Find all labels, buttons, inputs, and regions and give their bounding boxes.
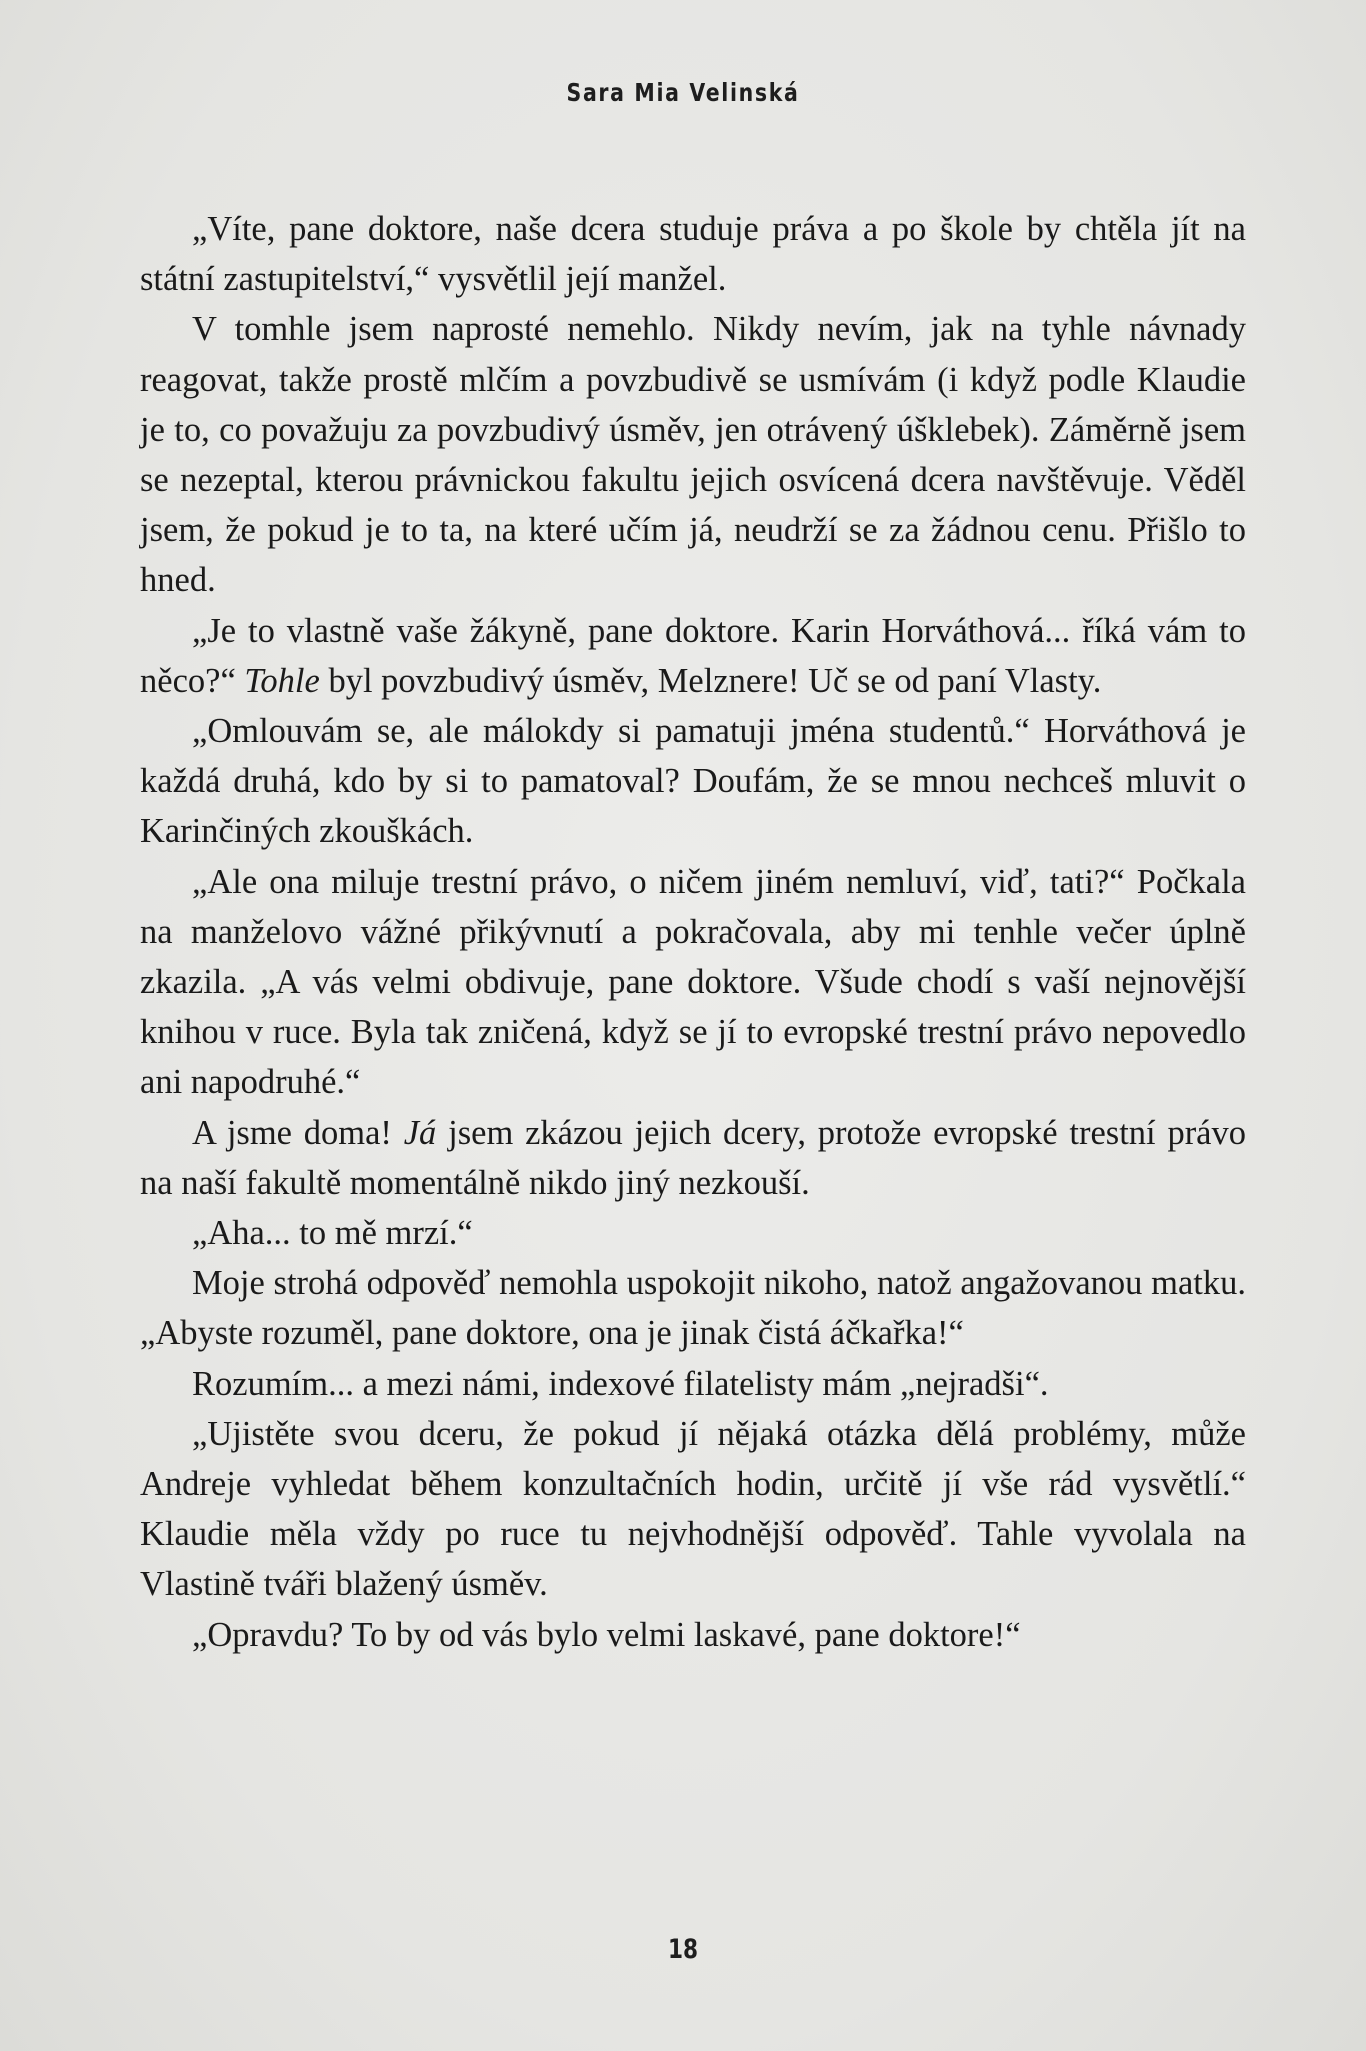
paragraph — [140, 606, 1246, 706]
text-run: Moje strohá odpověď nemohla uspokojit nikoho, natož angažovanou matku. „Abyste rozuměl, pane doktore, ona je jinak čistá áčkařka!“ — [140, 1264, 1246, 1353]
italic-text-run: Tohle — [244, 661, 320, 700]
paragraph — [140, 204, 1246, 304]
paragraph — [140, 1208, 1246, 1258]
text-run: „Je to vlastně vaše žákyně, pane doktore. Karin Horváthová... říká vám to něco?“ — [140, 611, 1246, 700]
body-text — [140, 204, 1246, 1660]
text-run: „Ale ona miluje trestní právo, o ničem jiném nemluví, viď, tati?“ Počkala na manželovo vážné přikývnutí a pokračovala, aby mi tenhle večer úplně zkazila. „A vás velmi obdivuje, pane doktore. Všude chodí s vaší nejnovější knihou v ruce. Byla tak zničená, když se jí to evropské trestní právo nepovedlo ani napodruhé.“ — [140, 862, 1246, 1102]
text-run: „Opravdu? To by od vás bylo velmi laskavé, pane doktore!“ — [192, 1615, 1021, 1654]
page-number: 18 — [667, 1934, 699, 1965]
running-head-author: Sara Mia Velinská — [566, 78, 800, 107]
text-run: byl povzbudivý úsměv, Melznere! Uč se od paní Vlasty. — [319, 661, 1102, 700]
text-run: jsem zkázou jejich dcery, protože evropské trestní právo na naší fakultě momentálně nikdo jiný nezkouší. — [140, 1113, 1246, 1202]
text-run: A jsme doma! — [192, 1113, 404, 1152]
paragraph — [140, 1409, 1246, 1610]
paragraph — [140, 304, 1246, 605]
text-run: „Ujistěte svou dceru, že pokud jí nějaká otázka dělá problémy, může Andreje vyhledat během konzultačních hodin, určitě jí vše rád vysvětlí.“ Klaudie měla vždy po ruce tu nejvhodnější odpověď. Tahle vyvolala na Vlastině tváři blažený úsměv. — [140, 1414, 1246, 1604]
paragraph — [140, 706, 1246, 857]
italic-text-run: Já — [403, 1113, 437, 1152]
paragraph — [140, 1359, 1246, 1409]
paragraph — [140, 1108, 1246, 1208]
text-run: Rozumím... a mezi námi, indexové filatelisty mám „nejradši“. — [192, 1364, 1049, 1403]
paragraph — [140, 1258, 1246, 1358]
text-run: V tomhle jsem naprosté nemehlo. Nikdy nevím, jak na tyhle návnady reagovat, takže prostě mlčím a povzbudivě se usmívám (i když podle Klaudie je to, co považuju za povzbudivý úsměv, jen otrávený úšklebek). Záměrně jsem se nezeptal, kterou právnickou fakultu jejich osvícená dcera navštěvuje. Věděl jsem, že pokud je to ta, na které učím já, neudrží se za žádnou cenu. Přišlo to hned. — [140, 310, 1246, 600]
text-run: „Aha... to mě mrzí.“ — [192, 1214, 473, 1253]
paragraph — [140, 1610, 1246, 1660]
text-run: „Víte, pane doktore, naše dcera studuje práva a po škole by chtěla jít na státní zastupitelství,“ vysvětlil její manžel. — [140, 210, 1246, 299]
paragraph — [140, 857, 1246, 1108]
text-run: „Omlouvám se, ale málokdy si pamatuji jména studentů.“ Horváthová je každá druhá, kdo by si to pamatoval? Doufám, že se mnou nechceš mluvit o Karinčiných zkouškách. — [140, 712, 1246, 851]
